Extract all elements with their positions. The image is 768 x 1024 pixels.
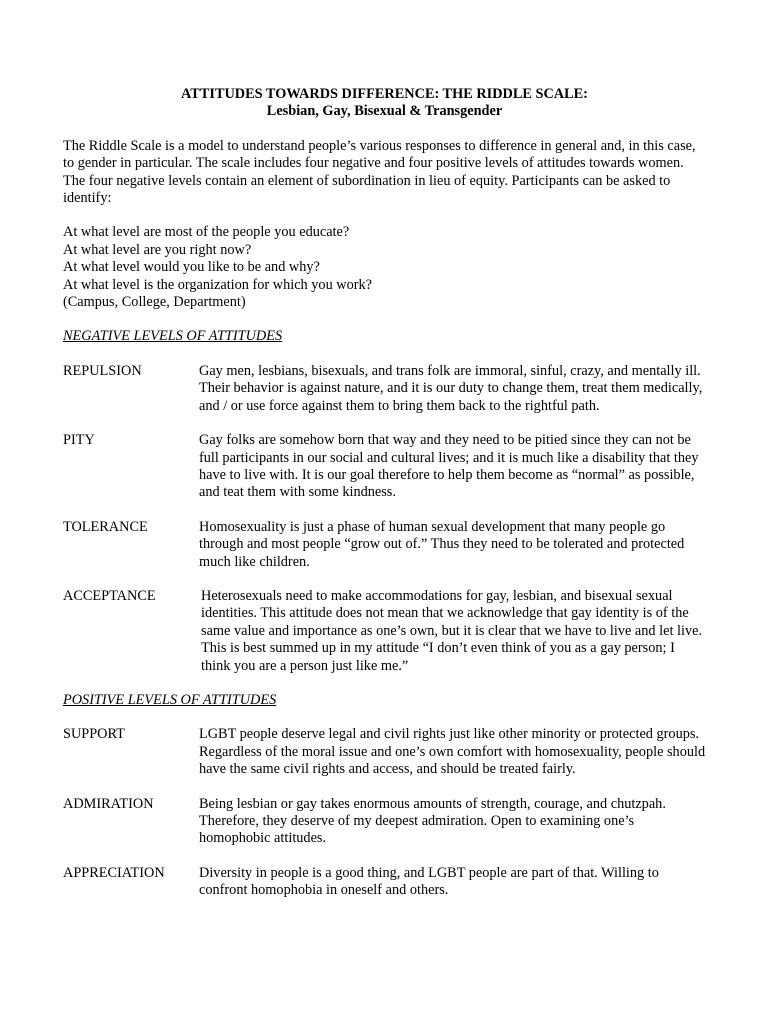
question-item: At what level is the organization for which you work? (63, 276, 373, 293)
document-title: ATTITUDES TOWARDS DIFFERENCE: THE RIDDLE SCALE: (181, 86, 588, 102)
question-list (63, 224, 706, 311)
question-item: At what level are most of the people you educate? (63, 224, 350, 241)
level-row-repulsion (63, 363, 706, 415)
level-name: ADMIRATION (63, 795, 154, 812)
positive-levels-heading: POSITIVE LEVELS OF ATTITUDES (63, 691, 277, 708)
level-row-acceptance (63, 588, 706, 675)
level-name: TOLERANCE (63, 518, 148, 535)
level-name: PITY (63, 432, 95, 449)
level-description: Heterosexuals need to make accommodations for gay, lesbian, and bisexual sexual identities. This attitude does not mean that we acknowledge that gay identity is of the same value and importance as one’s own, but it is clear that we have to live and let live. This is best summed up in my attitude “I don’t even think of you as a gay person; I think you are a person just like me.” (201, 587, 703, 674)
level-row-support (63, 726, 706, 778)
question-item: At what level would you like to be and why? (63, 259, 320, 276)
level-name: SUPPORT (63, 726, 125, 743)
level-description: Being lesbian or gay takes enormous amounts of strength, courage, and chutzpah. Therefore, they deserve of my deepest admiration. Open to examining one’s homophobic attitudes. (199, 795, 666, 847)
negative-levels-heading: NEGATIVE LEVELS OF ATTITUDES (63, 328, 283, 345)
level-row-admiration (63, 796, 706, 848)
question-item: At what level are you right now? (63, 241, 252, 258)
intro-paragraph: The Riddle Scale is a model to understand people’s various responses to difference in general and, in this case, to gender in particular. The scale includes four negative and four positive levels of attitudes towards women. The four negative levels contain an element of subordination in lieu of equity. Participants can be asked to identify: (63, 137, 696, 207)
question-item: (Campus, College, Department) (63, 294, 246, 311)
level-name: REPULSION (63, 362, 142, 379)
level-row-tolerance (63, 519, 706, 571)
level-description: Diversity in people is a good thing, and LGBT people are part of that. Willing to confront homophobia in oneself and others. (199, 864, 659, 899)
level-name: ACCEPTANCE (63, 587, 156, 604)
level-name: APPRECIATION (63, 864, 165, 881)
document-subtitle: Lesbian, Gay, Bisexual & Transgender (266, 103, 503, 120)
level-row-appreciation (63, 865, 706, 900)
level-description: LGBT people deserve legal and civil rights just like other minority or protected groups. Regardless of the moral issue and one’s own comfort with homosexuality, people should have the same civil rights and access, and should be treated fairly. (199, 726, 706, 778)
level-description: Gay men, lesbians, bisexuals, and trans folk are immoral, sinful, crazy, and mentally ill. Their behavior is against nature, and it is our duty to change them, treat them medically, and / or use force against them to bring them back to the rightful path. (199, 362, 703, 414)
level-description: Gay folks are somehow born that way and they need to be pitied since they can not be full participants in our social and cultural lives; and it is much like a disability that they have to live with. It is our goal therefore to help them become as “normal” as possible, and teat them with some kindness. (199, 432, 699, 501)
level-row-pity (63, 432, 706, 502)
level-description: Homosexuality is just a phase of human sexual development that many people go through and most people “grow out of.” Thus they need to be tolerated and protected much like children. (199, 518, 685, 570)
